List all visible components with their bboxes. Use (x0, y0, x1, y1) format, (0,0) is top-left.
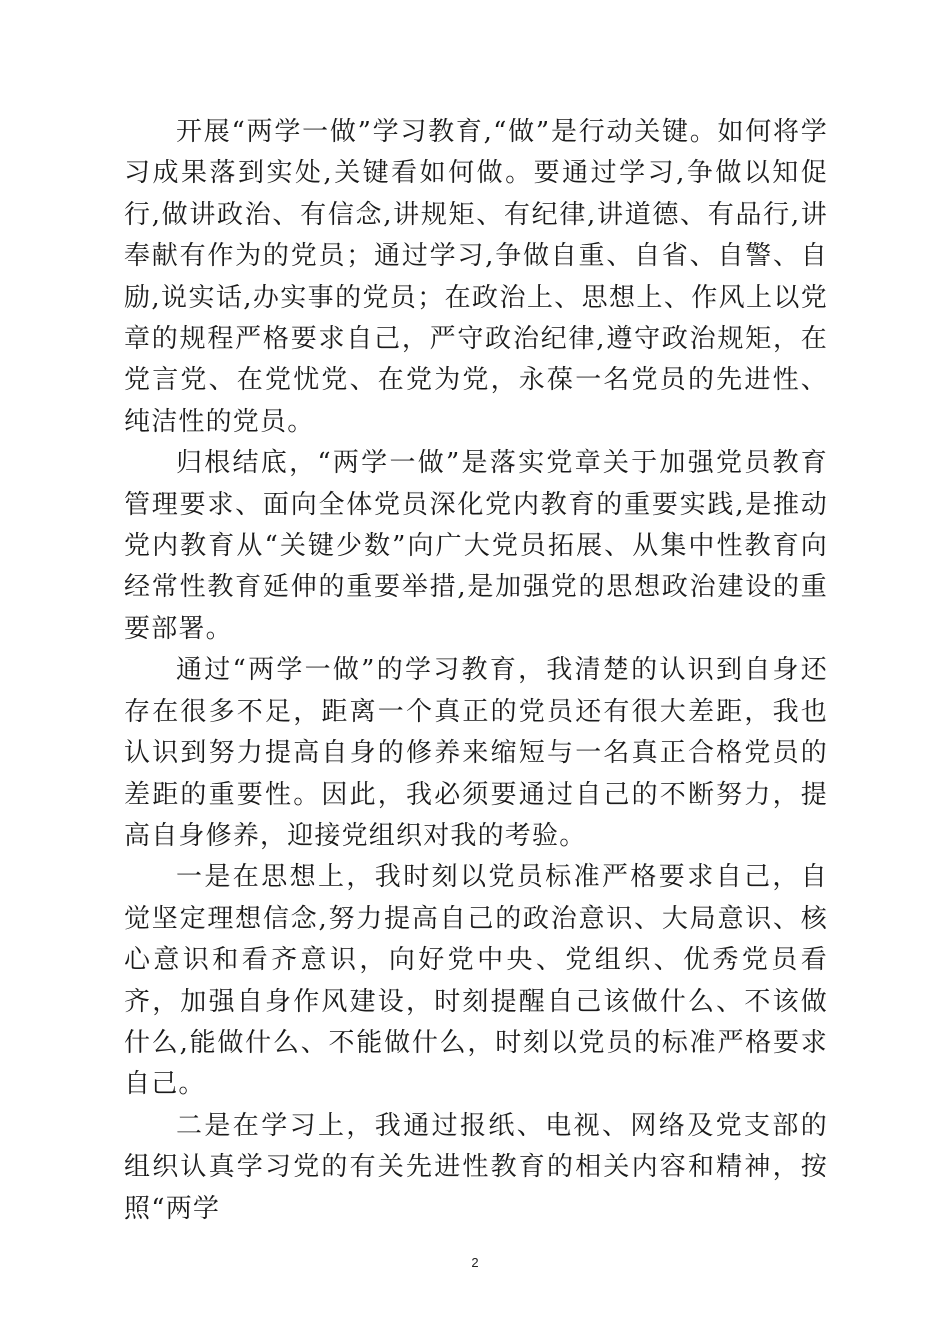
paragraph: 二是在学习上，我通过报纸、电视、网络及党支部的组织认真学习党的有关先进性教育的相关内容和精神，按照“两学 (124, 1110, 828, 1224)
paragraph: 一是在思想上，我时刻以党员标准严格要求自己，自觉坚定理想信念,努力提高自己的政治意识、大局意识、核心意识和看齐意识，向好党中央、党组织、优秀党员看齐，加强自身作风建设，时刻提醒自己该做什么、不该做什么,能做什么、不能做什么，时刻以党员的标准严格要求自己。 (124, 862, 828, 1100)
paragraph: 归根结底，“两学一做”是落实党章关于加强党员教育管理要求、面向全体党员深化党内教育的重要实践,是推动党内教育从“关键少数”向广大党员拓展、从集中性教育向经常性教育延伸的重要举措,是加强党的思想政治建设的重要部署。 (124, 448, 828, 644)
document-body (124, 112, 828, 1230)
page-number: 2 (471, 1255, 479, 1270)
paragraph: 开展“两学一做”学习教育,“做”是行动关键。如何将学习成果落到实处,关键看如何做。要通过学习,争做以知促行,做讲政治、有信念,讲规矩、有纪律,讲道德、有品行,讲奉献有作为的党员；通过学习,争做自重、自省、自警、自励,说实话,办实事的党员；在政治上、思想上、作风上以党章的规程严格要求自己，严守政治纪律,遵守政治规矩，在党言党、在党忧党、在党为党，永葆一名党员的先进性、纯洁性的党员。 (124, 117, 828, 437)
paragraph: 通过“两学一做”的学习教育，我清楚的认识到自身还存在很多不足，距离一个真正的党员还有很大差距，我也认识到努力提高自身的修养来缩短与一名真正合格党员的差距的重要性。因此，我必须要通过自己的不断努力，提高自身修养，迎接党组织对我的考验。 (124, 655, 828, 851)
